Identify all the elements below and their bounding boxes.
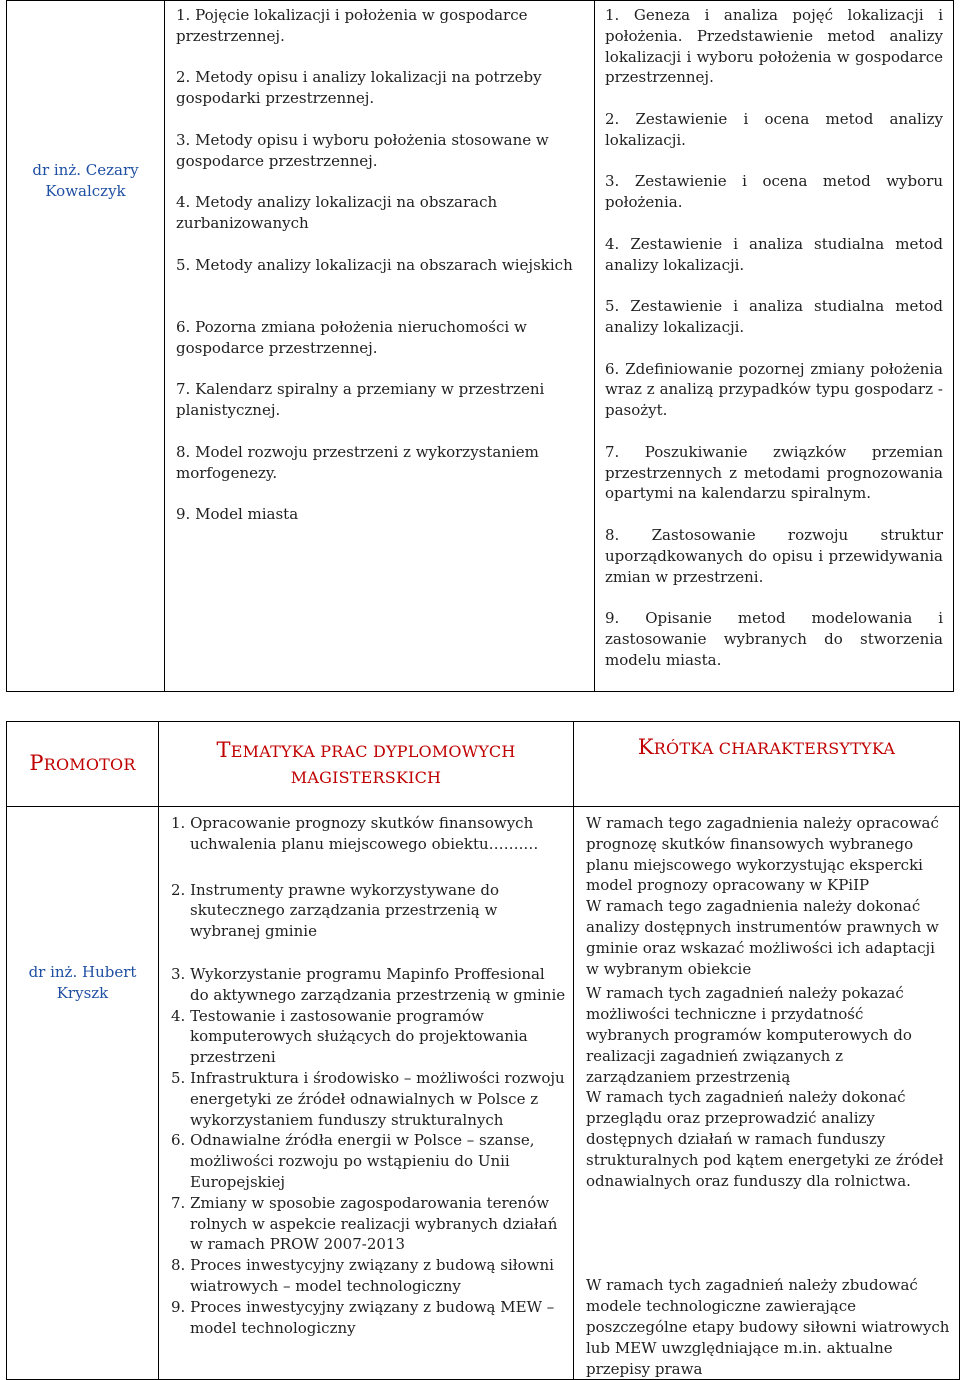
description-cell <box>595 1 954 692</box>
description-item: 6. Zdefiniowanie pozornej zmiany położenia wraz z analizą przypadków typu gospodarz - pasożyt. <box>605 359 943 420</box>
thesis-table-kowalczyk <box>6 0 954 692</box>
table-row <box>7 1 954 692</box>
header-description <box>574 722 960 807</box>
description-item: 4. Zestawienie i analiza studialna metod analizy lokalizacji. <box>605 234 943 274</box>
header-initial: K <box>637 735 654 759</box>
description-item: W ramach tych zagadnień należy zbudować modele technologiczne zawierające poszczególne etapy budowy siłowni wiatrowych lub MEW uwzględniające m.in. aktualne przepisy prawa <box>586 1276 950 1378</box>
topic-item: 5. Infrastruktura i środowisko – możliwości rozwoju energetyki ze źródeł odnawialnych w Polsce z wykorzystaniem funduszy strukturalnych <box>171 1068 565 1129</box>
description-item: 9. Opisanie metod modelowania i zastosowanie wybranych do stworzenia modelu miasta. <box>605 609 943 669</box>
description-item: 3. Zestawienie i ocena metod wyboru położenia. <box>605 172 943 212</box>
topic-item: 4. Metody analizy lokalizacji na obszarach zurbanizowanych <box>176 193 498 232</box>
topic-item: 3. Wykorzystanie programu Mapinfo Proffesional do aktywnego zarządzania przestrzenią w gminie <box>171 964 566 1004</box>
topic-item: 6. Odnawialne źródła energii w Polsce – szanse, możliwości rozwoju po wstąpieniu do Unii Europejskiej <box>171 1131 535 1191</box>
header-text: RÓTKA CHARAKTERSYTYKA <box>653 739 896 758</box>
header-initial: P <box>29 751 44 775</box>
promotor-name: dr inż. Cezary Kowalczyk <box>32 161 139 201</box>
description-item: W ramach tych zagadnień należy pokazać możliwości techniczne i przydatność wybranych programów komputerowych do realizacji zagadnień związanych z zarządzaniem przestrzenią <box>586 984 912 1086</box>
description-item: 1. Geneza i analiza pojęć lokalizacji i położenia. Przedstawienie metod analizy lokalizacji i wyboru położenia w gospodarce przestrzennej. <box>605 6 943 87</box>
topic-item: 2. Instrumenty prawne wykorzystywane do skutecznego zarządzania przestrzenią w wybranej gminie <box>171 880 500 941</box>
description-item: 7. Poszukiwanie związków przemian przestrzennych z metodami prognozowania opartymi na kalendarzu spiralnym. <box>605 442 943 503</box>
description-item: 2. Zestawienie i ocena metod analizy lokalizacji. <box>605 109 943 149</box>
header-topics <box>159 722 574 807</box>
header-initial: T <box>216 738 231 762</box>
topic-item: 1. Opracowanie prognozy skutków finansowych uchwalenia planu miejscowego obiektu…….… <box>171 814 539 853</box>
table-row <box>7 807 960 1380</box>
promotor-cell <box>7 807 159 1380</box>
description-cell <box>574 807 960 1380</box>
topic-item: 3. Metody opisu i wyboru położenia stosowane w gospodarce przestrzennej. <box>176 130 549 170</box>
topic-item: 1. Pojęcie lokalizacji i położenia w gospodarce przestrzennej. <box>176 6 528 45</box>
promotor-name: dr inż. Hubert Kryszk <box>28 963 137 1003</box>
topic-item: 4. Testowanie i zastosowanie programów komputerowych służących do projektowania przestrzeni <box>171 1006 528 1067</box>
topic-item: 9. Proces inwestycyjny związany z budową MEW – model technologiczny <box>171 1297 555 1337</box>
topic-item: 2. Metody opisu i analizy lokalizacji na potrzeby gospodarki przestrzennej. <box>176 68 542 108</box>
header-text: EMATYKA PRAC DYPLOMOWYCH MAGISTERSKICH <box>230 742 516 787</box>
description-item: W ramach tego zagadnienia należy opracować prognozę skutków finansowych wybranego planu miejscowego wykorzystując ekspercki model prognozy opracowany w KPiIP <box>586 814 939 895</box>
topics-cell <box>159 807 574 1380</box>
topic-item: 9. Model miasta <box>176 505 299 524</box>
description-item: 5. Zestawienie i analiza studialna metod analizy lokalizacji. <box>605 297 943 336</box>
topic-item: 7. Kalendarz spiralny a przemiany w przestrzeni planistycznej. <box>176 380 545 420</box>
header-row <box>7 722 960 807</box>
description-item: W ramach tych zagadnień należy dokonać przeglądu oraz przeprowadzić analizy dostępnych działań w ramach funduszy strukturalnych pod kątem energetyki ze źródeł odnawialnych oraz funduszy dla rolnictwa. <box>586 1088 944 1190</box>
promotor-cell <box>7 1 165 692</box>
header-text: ROMOTOR <box>43 755 136 774</box>
topic-item: 8. Proces inwestycyjny związany z budową siłowni wiatrowych – model technologiczny <box>171 1256 554 1295</box>
topics-cell <box>165 1 595 692</box>
thesis-table-kryszk <box>6 721 960 1380</box>
topic-item: 7. Zmiany w sposobie zagospodarowania terenów rolnych w aspekcie realizacji wybranych działań w ramach PROW 2007-2013 <box>171 1193 558 1254</box>
topic-item: 8. Model rozwoju przestrzeni z wykorzystaniem morfogenezy. <box>176 442 539 482</box>
description-item: W ramach tego zagadnienia należy dokonać analizy dostępnych instrumentów prawnych w gminie oraz wskazać możliwości ich adaptacji w wybranym obiekcie <box>586 897 939 978</box>
topic-item: 5. Metody analizy lokalizacji na obszarach wiejskich <box>176 255 573 274</box>
header-promotor <box>7 722 159 807</box>
topic-item: 6. Pozorna zmiana położenia nieruchomości w gospodarce przestrzennej. <box>176 317 527 357</box>
description-item: 8. Zastosowanie rozwoju struktur uporządkowanych do opisu i przewidywania zmian w przestrzeni. <box>605 525 943 586</box>
